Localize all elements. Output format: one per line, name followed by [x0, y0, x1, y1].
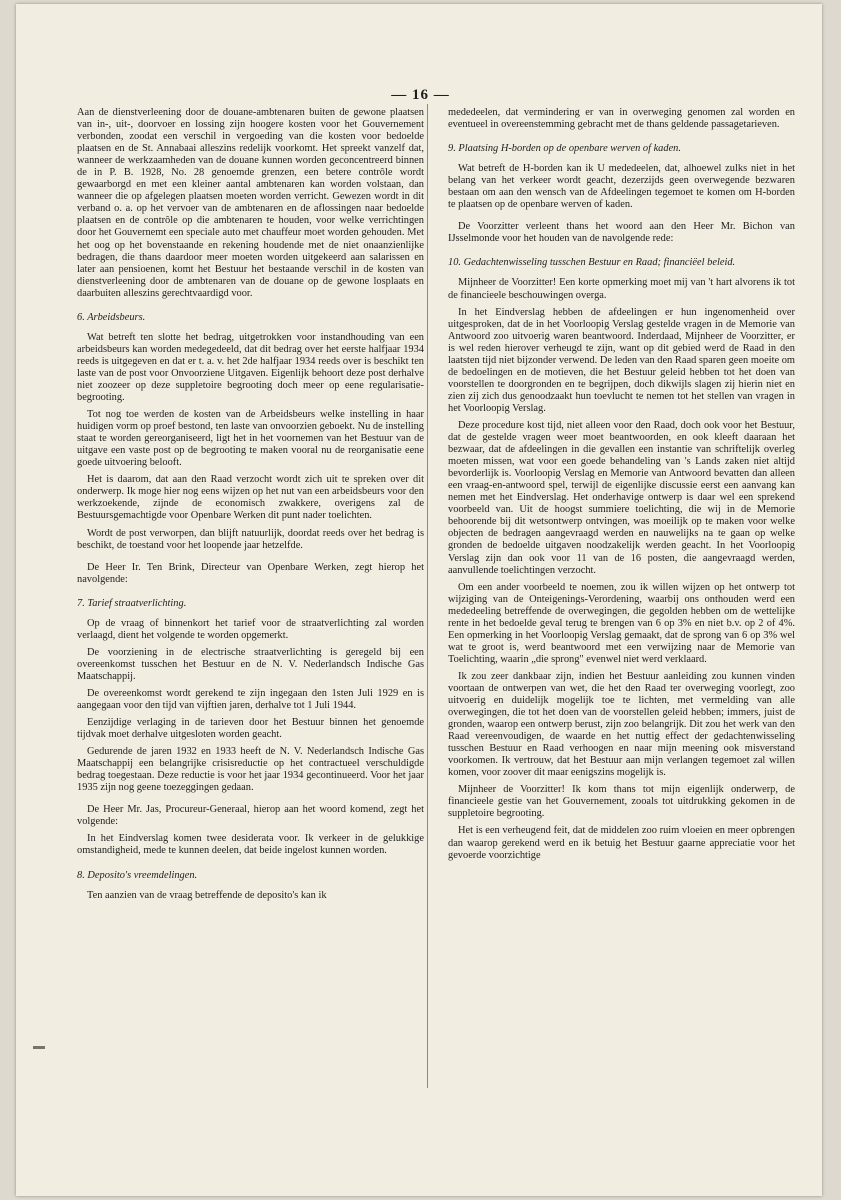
paragraph: Om een ander voorbeeld te noemen, zou ik willen wijzen op het ontwerp tot wijziging van de Onteigenings-Verordening, waarbij ons onthouden werd een mededeeling betreffende de overwegingen, die gegolden hebben om de wettelijke rente in het bedoelde geval terug te brengen van 6 op 3% en niet b.v. op 2 of 4%. Een opmerking in het Voorloopig Verslag gemaakt, dat de sprong van 6 op 3% wel wat te groot is, werd beantwoord met een verwijzing naar de Memorie van Toelichting, waarin „die sprong" evenwel niet werd verklaard. [448, 581, 795, 665]
section-heading-h-borden: 9. Plaatsing H-borden op de openbare werven of kaden. [448, 143, 681, 155]
paragraph: De voorziening in de electrische straatverlichting is geregeld bij een overeenkomst tusschen het Bestuur en de N. V. Nederlandsch Indische Gas Maatschappij. [77, 646, 424, 682]
paragraph: mededeelen, dat vermindering er van in overweging genomen zal worden en eventueel in overeenstemming gebracht met de thans geldende passagetarieven. [448, 107, 795, 131]
paragraph: Op de vraag of binnenkort het tarief voor de straatverlichting zal worden verlaagd, dient het volgende te worden opgemerkt. [77, 617, 424, 641]
column-divider [427, 104, 428, 1088]
paragraph: Gedurende de jaren 1932 en 1933 heeft de N. V. Nederlandsch Indische Gas Maatschappij een belangrijke crisisreductie op het contractueel verschuldigde bedrag toegestaan. Deze reductie is voor het jaar 1934 gecontinueerd. Voor het jaar 1935 zijn nog geene toezeggingen gedaan. [77, 746, 424, 794]
paragraph: Ten aanzien van de vraag betreffende de deposito's kan ik [87, 889, 327, 901]
paragraph: Eenzijdige verlaging in de tarieven door het Bestuur binnen het genoemde tijdvak moet derhalve uitgesloten worden geacht. [77, 717, 424, 741]
paragraph: Wordt de post verworpen, dan blijft natuurlijk, doordat reeds over het bedrag is beschikt, de toestand voor het loopende jaar hetzelfde. [77, 527, 424, 551]
paragraph: Wat betreft de H-borden kan ik U mededeelen, dat, alhoewel zulks niet in het belang van het verkeer wordt geacht, dezerzijds geen overwegende bezwaren bestaan om aan den wensch van de Afdeelingen tegemoet te komen om H-borden te plaatsen op de openbare werven of kaden. [448, 163, 795, 211]
paragraph: In het Eindverslag komen twee desiderata voor. Ik verkeer in de gelukkige omstandigheid, mede te kunnen deelen, dat beide ingelost kunnen worden. [77, 833, 424, 857]
section-heading-arbeidsbeurs: 6. Arbeidsbeurs. [77, 311, 146, 323]
section-heading-tarief-straatverlichting: 7. Tarief straatverlichting. [77, 597, 187, 609]
paragraph: De Heer Ir. Ten Brink, Directeur van Openbare Werken, zegt hierop het navolgende: [77, 561, 424, 585]
paragraph: Ik zou zeer dankbaar zijn, indien het Bestuur aanleiding zou kunnen vinden voortaan de ontwerpen van wet, die het den Raad ter overweging voorlegt, zoo uitvoerig en duidelijk mogelijk toe te lichten, met vermelding van alle overwegingen, die tot het doen van de voorstellen geleid hebben; immers, juist de gronden, waarop een ontwerp berust, zijn zoo belangrijk. Dit zou het werk van den Raad vereenvoudigen, de waarde en het nuttig effect der gedachtenwisseling tusschen Bestuur en Raad verhoogen en naar mijn meening ook misverstand voorkomen. Ik vertrouw, dat het Bestuur aan mijn verlangen tegemoet zal willen komen, voor zoover dit maar eenigszins mogelijk is. [448, 670, 795, 779]
paragraph: Het is daarom, dat aan den Raad verzocht wordt zich uit te spreken over dit onderwerp. Ik moge hier nog eens wijzen op het nut van een arbeidsbeurs voor den werkzoekende, zijnde de economisch zwakkere, overigens zal de Bestuursgemachtigde voor Openbare Werken dit punt nader toelichten. [77, 474, 424, 522]
paragraph: Aan de dienstverleening door de douane-ambtenaren buiten de gewone plaatsen van in-, uit-, doorvoer en lossing zijn hoogere kosten voor het Gouvernement verbonden, zoodat een verschil in vergoeding van die kosten voor bedoelde plaatsen en de St. Annabaai alleszins redelijk voorkomt. Het spreekt vanzelf dat, wanneer de werkzaamheden van de douane kunnen worden geconcentreerd binnen de in P. B. 1928, No. 28 genoemde grenzen, een betere contrôle wordt gewaarborgd en met een kleiner aantal ambtenaren kan worden volstaan, dan wanneer die op afgelegen plaatsen moeten worden verricht. Gewezen wordt in dit verband o. a. op het vervoer van de ambtenaren en de aflossingen naar bedoelde plaatsen en de contrôle op die ambtenaren te houden, voor welke verrichtingen door het Gouvernemt een speciale auto met chauffeur moet worden gehouden. Met het oog op het bovenstaande en rekening houdende met de niet onaanzienlijke bedragen, die thans daardoor meer moeten worden uitgekeerd aan salarissen en later aan pensioenen, komt het Bestuur het bestaande verschil in de kosten van dienstverleening door de ambtenaren van de douane op de gewone losplaats en daarbuiten alleszins gerechtvaardigd voor. [77, 107, 424, 299]
paragraph: De overeenkomst wordt gerekend te zijn ingegaan den 1sten Juli 1929 en is aangegaan voor den tijd van vijftien jaren, derhalve tot 1 Juli 1944. [77, 687, 424, 712]
section-heading-gedachtenwisseling: 10. Gedachtenwisseling tusschen Bestuur en Raad; financiëel beleid. [448, 257, 736, 269]
binding-mark [33, 1046, 45, 1049]
paragraph: Deze procedure kost tijd, niet alleen voor den Raad, doch ook voor het Bestuur, dat de gestelde vragen weer moet beantwoorden, en ook kleeft daaraan het bezwaar, dat de afdeelingen in die gevallen een instantie van schriftelijk overleg moeten missen, wat voor een goede behandeling van 's Lands zaken niet altijd bevorderlijk is. Voorloopig Verslag en Memorie van Antwoord bevatten dan alleen een vraag-en-antwoord spel, terwijl de eigenlijke discussie eerst een aanvang kan nemen met het Eindverslag. Het onderhavige ontwerp is daar wel een sprekend voorbeeld van. Uit de hoogst summiere toelichting, die wij in de Memorie behoorende bij dit wetsontwerp ontvingen, was moeilijk op te maken voor welke objecten de bedragen aangevraagd werden en nauwelijks na te gaan op welke gronden de bedoelde uitgaven noodzakelijk werden geacht. In het Voorloopig Verslag zijn dan ook voor 11 van de 16 posten, die aangevraagd werden, aanvullende toelichtingen verzocht. [448, 419, 795, 576]
paragraph: De Voorzitter verleent thans het woord aan den Heer Mr. Bichon van IJsselmonde voor het houden van de navolgende rede: [448, 221, 795, 245]
paragraph: Mijnheer de Voorzitter! Ik kom thans tot mijn eigenlijk onderwerp, de financieele gestie van het Gouvernement, zooals tot uitdrukking gekomen in de suppletoire begrooting. [448, 784, 795, 820]
paragraph: Het is een verheugend feit, dat de middelen zoo ruim vloeien en meer opbrengen dan waarop gerekend werd en ik betuig het Bestuur gaarne appreciatie voor het gevoerde voorzichtige [448, 825, 795, 861]
section-heading-deposito: 8. Deposito's vreemdelingen. [77, 869, 198, 881]
paragraph: In het Eindverslag hebben de afdeelingen er hun ingenomenheid over uitgesproken, dat de in het Voorloopig Verslag gestelde vragen in de Memorie van Antwoord zoo uitvoerig waren beantwoord. Inderdaad, Mijnheer de Voorzitter, er is wel reden hierover verheugd te zijn, want op dit gebied werd de Raad in den laatsten tijd niet bijzonder verwend. De leden van den Raad sparen geen moeite om de bedoelingen en de motieven, die het Bestuur geleid hebben tot het doen van voorstellen te doorgronden en te begrijpen, doch dikwijls slagen zij hierin niet en zien zij zich dus genoodzaakt hun toevlucht te nemen tot het stellen van vragen in het Voorloopig Verslag. [448, 306, 795, 414]
paragraph: Tot nog toe werden de kosten van de Arbeidsbeurs welke instelling in haar huidigen vorm op proef bestond, ten laste van onvoorzien geboekt. Nu de instelling staat te worden gereorganiseerd, ligt het in het voornemen van het Bestuur van de uitgave een vaste post op de begrooting te maken vooral nu de reorganisatie eene goede uitvoering belooft. [77, 409, 424, 469]
left-column [77, 107, 424, 907]
right-column [448, 107, 795, 867]
paragraph: De Heer Mr. Jas, Procureur-Generaal, hierop aan het woord komend, zegt het volgende: [77, 804, 424, 828]
page-number: — 16 — [391, 87, 450, 103]
paragraph: Wat betreft ten slotte het bedrag, uitgetrokken voor instandhouding van een arbeidsbeurs kan worden medegedeeld, dat dit bedrag over het eerste halfjaar 1934 reeds is uitgegeven en dat er t. a. v. het 2de halfjaar 1934 reeds over is beschikt ten laste van de post voor Onvoorziene Uitgaven. Eigenlijk behoort deze post derhalve niet zoozeer op deze suppletoire begrooting doch meer op eene regularisatie-begrooting. [77, 331, 424, 404]
paragraph: Mijnheer de Voorzitter! Een korte opmerking moet mij van 't hart alvorens ik tot de financieele beschouwingen overga. [448, 277, 795, 301]
